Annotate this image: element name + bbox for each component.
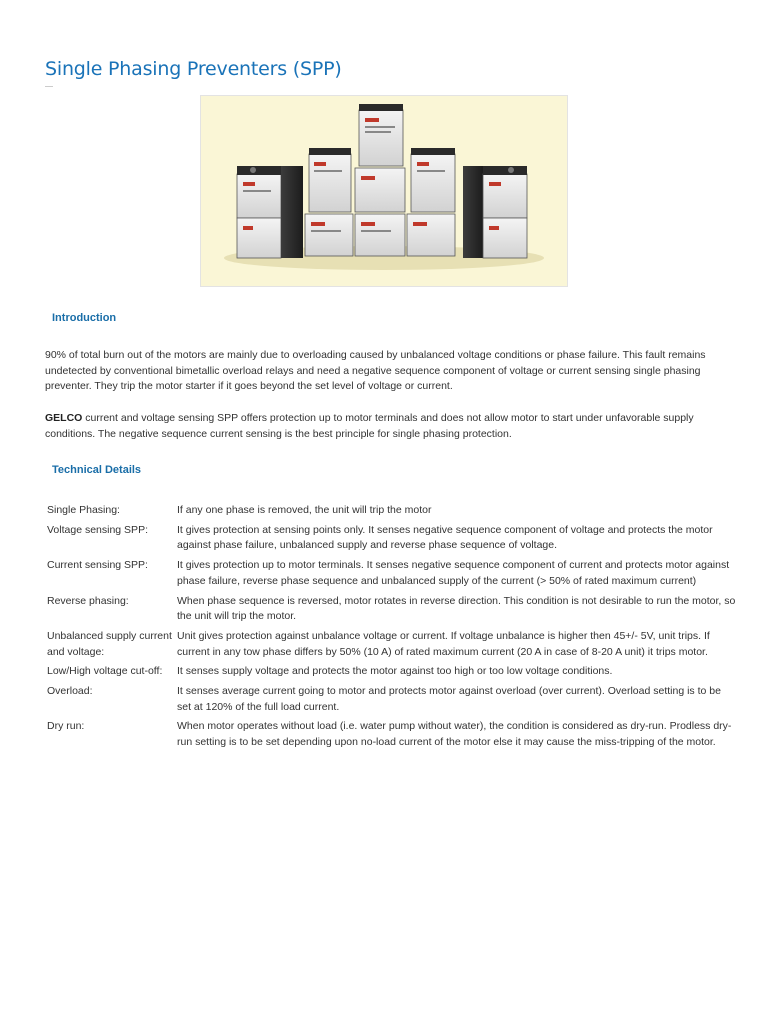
spec-term: Dry run: [47, 720, 85, 733]
introduction-paragraph: 90% of total burn out of the motors are mainly due to overloading caused by unbalanced voltage conditions or phase failure. This fault remains undetected by conventional bimetallic overload relays and need a negative sequence component of voltage or current sensing single phasing preventer. They trip the motor starter if it goes beyond the set level of voltage or current. [45, 349, 706, 393]
spec-row [47, 503, 737, 523]
spec-description: When phase sequence is reversed, motor rotates in reverse direction. This condition is not desirable to run the motor, so the unit will trip the motor. [177, 594, 736, 623]
brand-name: GELCO [45, 412, 83, 424]
spec-term: Single Phasing: [47, 504, 120, 516]
spec-description: It senses average current going to motor and protects motor against overload (over current). Overload setting is to be set at 120% of the full load current. [177, 685, 721, 713]
title-divider [45, 86, 53, 87]
spec-term: Overload: [47, 685, 93, 698]
spec-description: If any one phase is removed, the unit will trip the motor [177, 504, 432, 516]
spec-row [47, 558, 737, 593]
spec-row [47, 629, 737, 664]
technical-details-table [47, 503, 737, 755]
spec-row [47, 594, 737, 629]
spec-description: Unit gives protection against unbalance voltage or current. If voltage unbalance is higher then 45+/- 5V, unit trips. If current in any tow phase differs by 50% (10 A) of rated maximum current (20 A in case of 8-20 A unit) it trips motor. [177, 629, 710, 658]
spec-row [47, 719, 737, 754]
spec-row [47, 523, 737, 558]
spec-description: It gives protection at sensing points only. It senses negative sequence component of voltage and protects the motor against phase failure, unbalanced supply and reverse phase sequence of voltage. [177, 523, 713, 552]
spec-term: Current sensing SPP: [47, 559, 148, 572]
product-photo [200, 95, 568, 287]
spec-row [47, 664, 737, 684]
spec-term: Unbalanced supply current and voltage: [47, 629, 172, 658]
technical-details-heading: Technical Details [52, 464, 142, 476]
page-title: Single Phasing Preventers (SPP) [45, 58, 342, 80]
spec-description: When motor operates without load (i.e. water pump without water), the condition is considered as dry-run. Prodless dry-run setting is to be set depending upon no-load current of the motor else it may cause the miss-tripping of the motor. [177, 720, 732, 749]
spec-term: Reverse phasing: [47, 594, 129, 607]
spec-term: Low/High voltage cut-off: [47, 665, 163, 678]
introduction-heading: Introduction [52, 312, 117, 324]
spec-term: Voltage sensing SPP: [47, 523, 148, 536]
spec-row [47, 684, 737, 719]
gelco-paragraph [45, 411, 735, 442]
spec-description: It senses supply voltage and protects the motor against too high or too low voltage conditions. [177, 665, 613, 678]
spec-description: It gives protection up to motor terminals. It senses negative sequence component of current and protects motor against phase failure, reverse phase sequence and unbalanced supply of the current (> 50% of rated maximum current) [177, 559, 730, 587]
gelco-paragraph-text: current and voltage sensing SPP offers protection up to motor terminals and does not allow motor to start under unfavorable supply conditions. The negative sequence current sensing is the best principle for single phasing protection. [45, 412, 694, 440]
